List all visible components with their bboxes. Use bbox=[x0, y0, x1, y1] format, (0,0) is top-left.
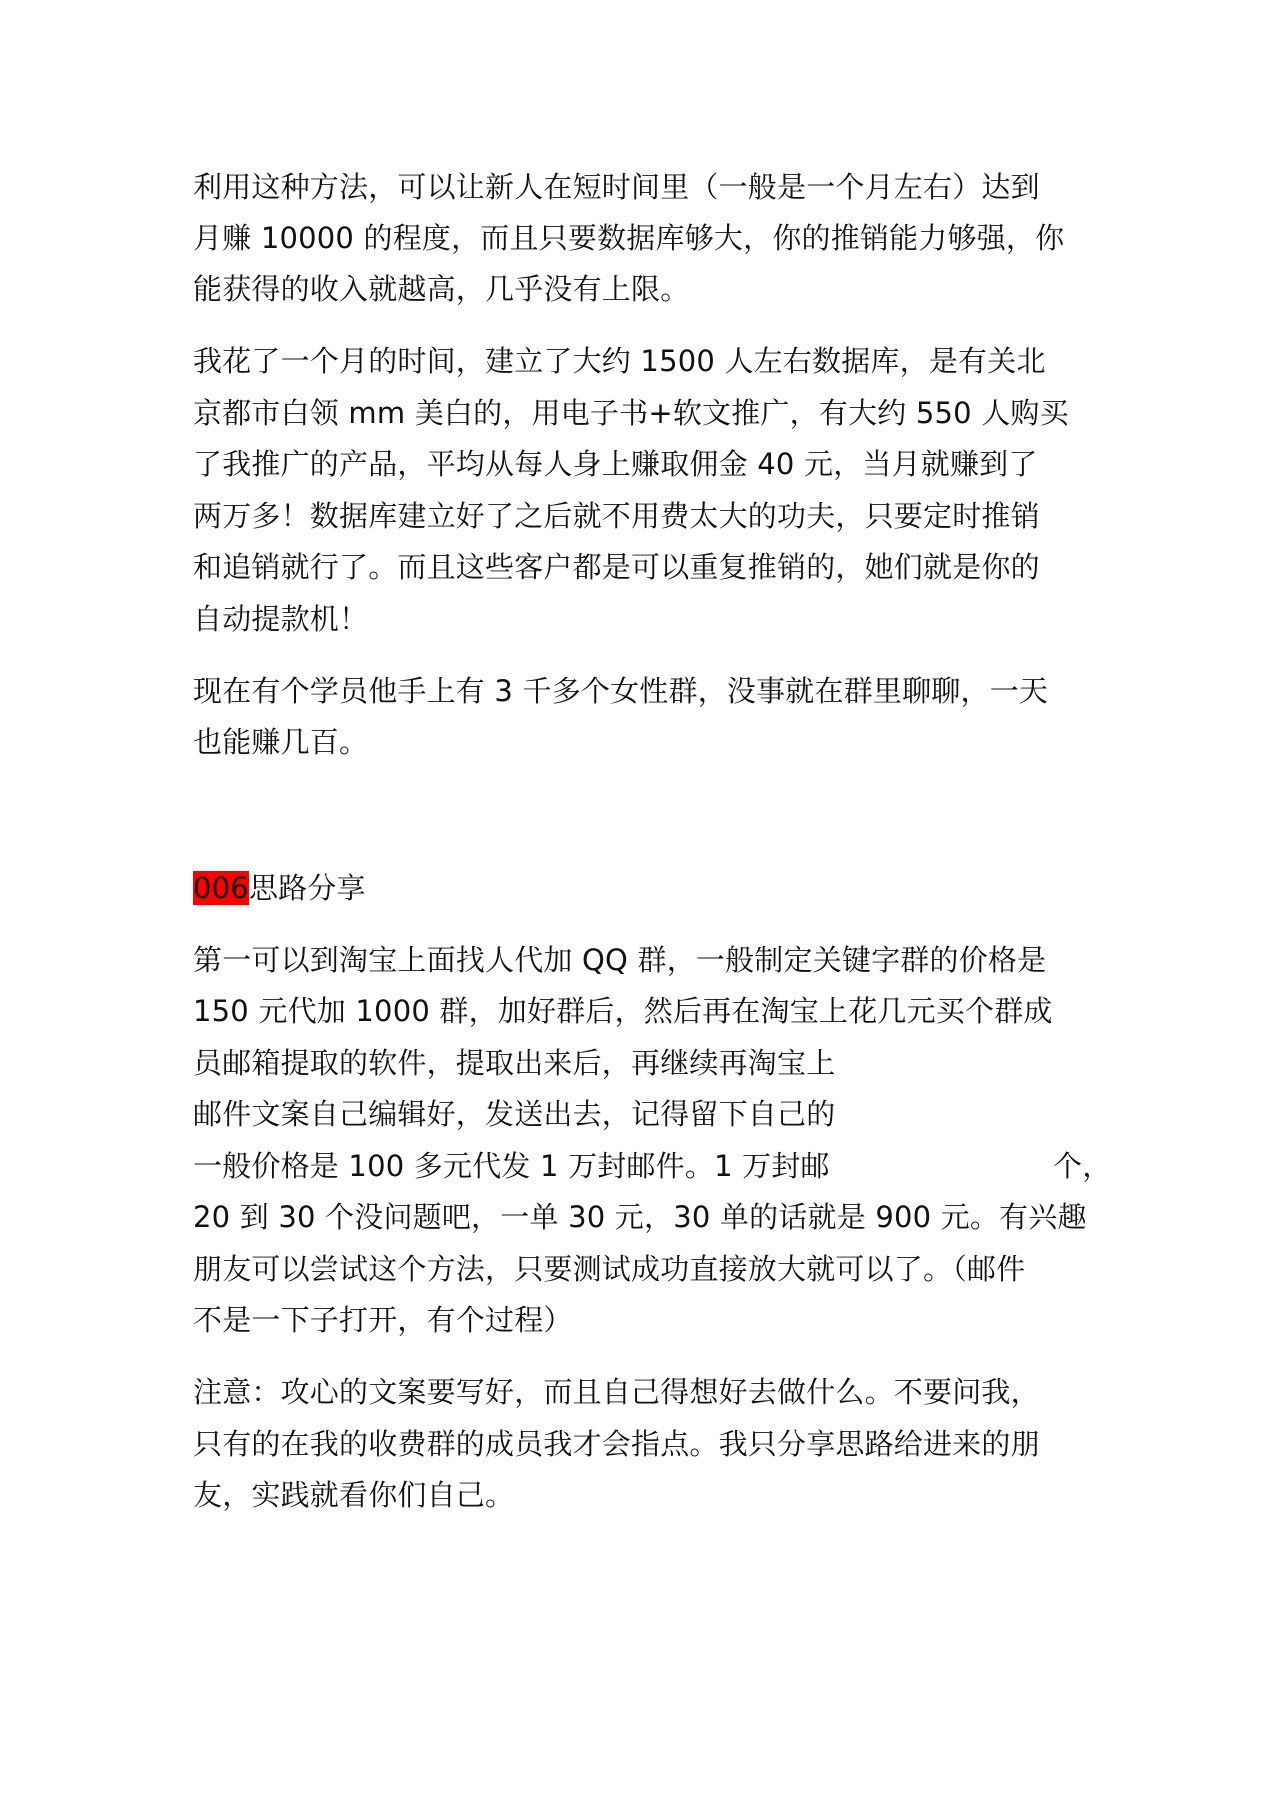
paragraph-4-line-1: 第一可以到淘宝上面找人代加 QQ 群，一般制定关键字群的价格是 bbox=[193, 943, 1047, 977]
paragraph-4-line-5: 一般价格是 100 多元代发 1 万封邮件。1 万封邮 bbox=[193, 1149, 830, 1183]
paragraph-2-line-5: 和追销就行了。而且这些客户都是可以重复推销的，她们就是你的 bbox=[193, 550, 1040, 584]
paragraph-4-line-3: 员邮箱提取的软件，提取出来后，再继续再淘宝上 bbox=[193, 1046, 836, 1080]
paragraph-2-line-6: 自动提款机！ bbox=[193, 602, 369, 636]
section-title: 思路分享 bbox=[248, 871, 366, 905]
paragraph-3-line-1: 现在有个学员他手上有 3 千多个女性群，没事就在群里聊聊，一天 bbox=[193, 674, 1049, 708]
paragraph-4-line-4: 邮件文案自己编辑好，发送出去，记得留下自己的 bbox=[193, 1097, 836, 1131]
paragraph-2-line-3: 了我推广的产品，平均从每人身上赚取佣金 40 元，当月就赚到了 bbox=[193, 447, 1038, 481]
paragraph-4-line-8: 不是一下子打开，有个过程） bbox=[193, 1303, 573, 1337]
section-heading bbox=[193, 868, 366, 908]
paragraph-3-line-2: 也能赚几百。 bbox=[193, 725, 369, 759]
paragraph-5-line-2: 只有的在我的收费群的成员我才会指点。我只分享思路给进来的朋 bbox=[193, 1427, 1040, 1461]
paragraph-2-line-2: 京都市白领 mm 美白的，用电子书+软文推广，有大约 550 人购买 bbox=[193, 396, 1069, 430]
paragraph-5-line-1: 注意：攻心的文案要写好，而且自己得想好去做什么。不要问我， bbox=[193, 1375, 1040, 1409]
paragraph-2-line-1: 我花了一个月的时间，建立了大约 1500 人左右数据库，是有关北 bbox=[193, 344, 1046, 378]
paragraph-4-fragment-right: 个， bbox=[1053, 1149, 1112, 1183]
paragraph-1-line-3: 能获得的收入就越高，几乎没有上限。 bbox=[193, 272, 690, 306]
paragraph-1-line-1: 利用这种方法，可以让新人在短时间里（一般是一个月左右）达到 bbox=[193, 170, 1040, 204]
paragraph-4-line-6: 20 到 30 个没问题吧，一单 30 元，30 单的话就是 900 元。有兴趣 bbox=[193, 1200, 1087, 1234]
paragraph-5-line-3: 友，实践就看你们自己。 bbox=[193, 1478, 515, 1512]
section-number-highlight: 006 bbox=[193, 871, 249, 905]
paragraph-1-line-2: 月赚 10000 的程度，而且只要数据库够大，你的推销能力够强，你 bbox=[193, 221, 1065, 255]
paragraph-4-line-7: 朋友可以尝试这个方法，只要测试成功直接放大就可以了。（邮件 bbox=[193, 1252, 1026, 1286]
paragraph-4-line-2: 150 元代加 1000 群，加好群后，然后再在淘宝上花几元买个群成 bbox=[193, 994, 1053, 1028]
paragraph-2-line-4: 两万多！数据库建立好了之后就不用费太大的功夫，只要定时推销 bbox=[193, 499, 1040, 533]
